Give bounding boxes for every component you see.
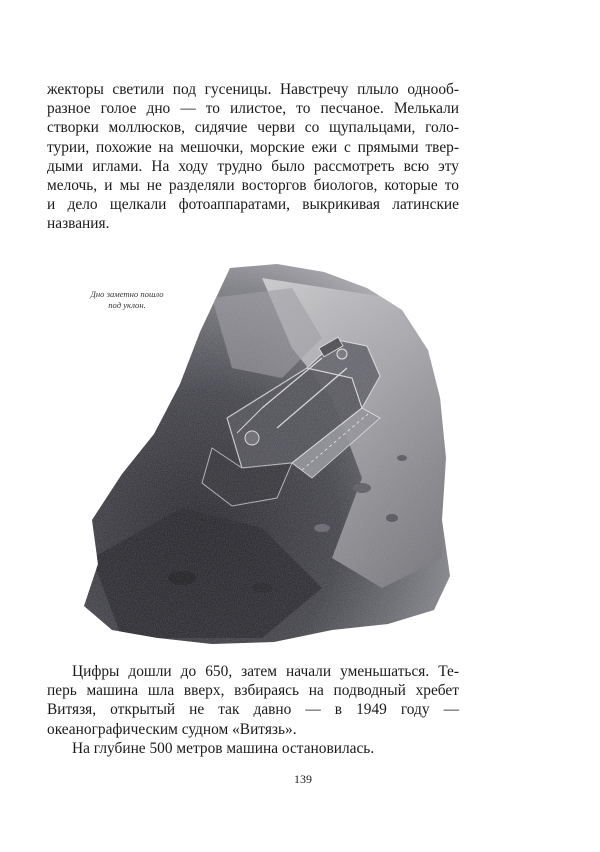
top-paragraph — [47, 80, 459, 234]
bottom-paragraphs — [47, 662, 459, 758]
illustration-caption — [62, 289, 192, 311]
text-line: турии, похожие на мешочки, морские ежи с прямыми твер- — [47, 138, 459, 156]
seabed-vehicle-illustration — [62, 258, 452, 650]
page-number: 139 — [294, 772, 312, 786]
text-line: и дело щелкали фотоаппаратами, выкрикивая латинские — [47, 196, 459, 214]
text-line: разное голое дно — то илистое, то песчаное. Мелькали — [47, 100, 459, 118]
text-line: На глубине 500 метров машина остановилась. — [72, 739, 375, 757]
text-line: Цифры дошли до 650, затем начали уменьшаться. Те- — [72, 663, 459, 680]
text-line: названия. — [47, 215, 110, 233]
text-line: океанографическим судном «Витязь». — [47, 720, 297, 738]
text-line: жекторы светили под гусеницы. Навстречу плыло однооб- — [47, 81, 459, 98]
caption-line: Дно заметно пошло — [90, 289, 164, 299]
text-line: дыми иглами. На ходу трудно было рассмотреть всю эту — [47, 157, 459, 175]
text-line: перь машина шла вверх, взбираясь на подводный хребет — [47, 682, 459, 700]
text-line: Витязя, открытый не так давно — в 1949 году — — [47, 701, 459, 719]
caption-line: под уклон. — [108, 300, 146, 310]
text-line: створки моллюсков, сидячие черви со щупальцами, голо- — [47, 119, 459, 137]
text-line: мелочь, и мы не разделяли восторгов биологов, которые то — [47, 176, 459, 194]
